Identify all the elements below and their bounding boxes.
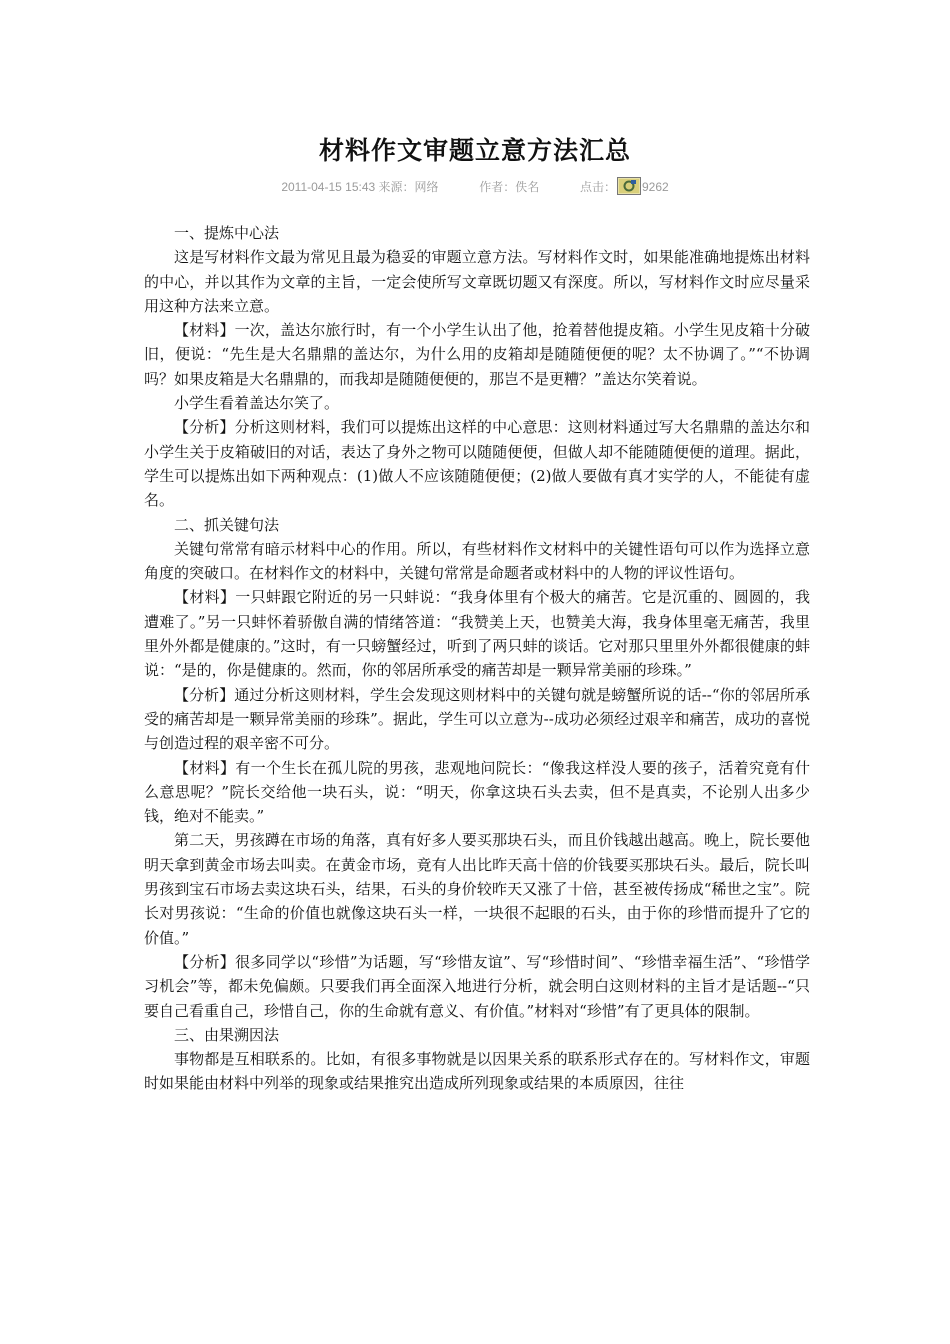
body-paragraph: 事物都是互相联系的。比如，有很多事物就是以因果关系的联系形式存在的。写材料作文，审题时如果能由材料中列举的现象或结果推究出造成所列现象或结果的本质原因，往往 — [144, 1050, 810, 1093]
body-paragraph: 这是写材料作文最为常见且最为稳妥的审题立意方法。写材料作文时，如果能准确地提炼出材料的中心，并以其作为文章的主旨，一定会使所写文章既切题又有深度。所以，写材料作文时应尽量采用这种方法来立意。 — [144, 248, 810, 315]
article-meta — [0, 177, 950, 195]
source-label: 来源： — [378, 180, 415, 194]
clicks-label: 点击： — [579, 180, 616, 194]
hit-counter-icon — [617, 177, 641, 195]
author-value: 佚名 — [515, 180, 540, 194]
article-title: 材料作文审题立意方法汇总 — [318, 136, 631, 165]
article-body — [144, 221, 810, 1096]
body-paragraph: 小学生看着盖达尔笑了。 — [174, 394, 340, 413]
source-value: 网络 — [414, 180, 439, 194]
section-heading: 一、提炼中心法 — [174, 224, 280, 242]
material-paragraph: 【材料】有一个生长在孤儿院的男孩，悲观地问院长：“像我这样没人要的孩子，活着究竟有什么意思呢？”院长交给他一块石头，说：“明天，你拿这块石头去卖，但不是真卖，不论别人出多少钱，绝对不能卖。” — [144, 758, 810, 826]
section-heading: 三、由果溯因法 — [174, 1025, 280, 1044]
clicks-value: 9262 — [641, 180, 669, 194]
author-label: 作者： — [479, 180, 516, 194]
body-paragraph: 第二天，男孩蹲在市场的角落，真有好多人要买那块石头，而且价钱越出越高。晚上，院长要他明天拿到黄金市场去叫卖。在黄金市场，竟有人出比昨天高十倍的价钱要买那块石头。最后，院长叫男孩到宝石市场去卖这块石头，结果，石头的身价较昨天又涨了十倍，甚至被传扬成“稀世之宝”。院长对男孩说：“生命的价值也就像这块石头一样，一块很不起眼的石头，由于你的珍惜而提升了它的价值。” — [144, 831, 810, 947]
body-paragraph: 关键句常常有暗示材料中心的作用。所以，有些材料作文材料中的关键性语句可以作为选择立意角度的突破口。在材料作文的材料中，关键句常常是命题者或材料中的人物的评议性语句。 — [144, 539, 810, 583]
analysis-paragraph: 【分析】分析这则材料，我们可以提炼出这样的中心意思：这则材料通过写大名鼎鼎的盖达尔和小学生关于皮箱破旧的对话，表达了身外之物可以随随便便，但做人却不能随随便便的道理。据此，学生可以提炼出如下两种观点：(1)做人不应该随随便便；(2)做人要做有真才实学的人，不能徒有虚名。 — [144, 418, 810, 510]
analysis-paragraph: 【分析】很多同学以“珍惜”为话题，写“珍惜友谊”、写“珍惜时间”、“珍惜幸福生活”、“珍惜学习机会”等，都未免偏颇。只要我们再全面深入地进行分析，就会明白这则材料的主旨才是话题--“只要自己看重自己，珍惜自己，你的生命就有意义、有价值。”材料对“珍惜”有了更具体的限制。 — [144, 952, 810, 1020]
section-heading: 二、抓关键句法 — [174, 515, 280, 534]
material-paragraph: 【材料】一次，盖达尔旅行时，有一个小学生认出了他，抢着替他提皮箱。小学生见皮箱十分破旧，便说：“先生是大名鼎鼎的盖达尔，为什么用的皮箱却是随随便便的呢？太不协调了。”“不协调吗？如果皮箱是大名鼎鼎的，而我却是随随便便的，那岂不是更糟？”盖达尔笑着说。 — [144, 321, 810, 388]
publish-date: 2011-04-15 15:43 — [281, 180, 376, 194]
analysis-paragraph: 【分析】通过分析这则材料，学生会发现这则材料中的关键句就是螃蟹所说的话--“你的邻居所承受的痛苦却是一颗异常美丽的珍珠”。据此，学生可以立意为--成功必须经过艰辛和痛苦，成功的喜悦与创造过程的艰辛密不可分。 — [144, 685, 810, 753]
material-paragraph: 【材料】一只蚌跟它附近的另一只蚌说：“我身体里有个极大的痛苦。它是沉重的、圆圆的，我遭难了。”另一只蚌怀着骄傲自满的情绪答道：“我赞美上天，也赞美大海，我身体里毫无痛苦，我里里外外都是健康的。”这时，有一只螃蟹经过，听到了两只蚌的谈话。它对那只里里外外都很健康的蚌说：“是的，你是健康的。然而，你的邻居所承受的痛苦却是一颗异常美丽的珍珠。” — [144, 588, 810, 680]
